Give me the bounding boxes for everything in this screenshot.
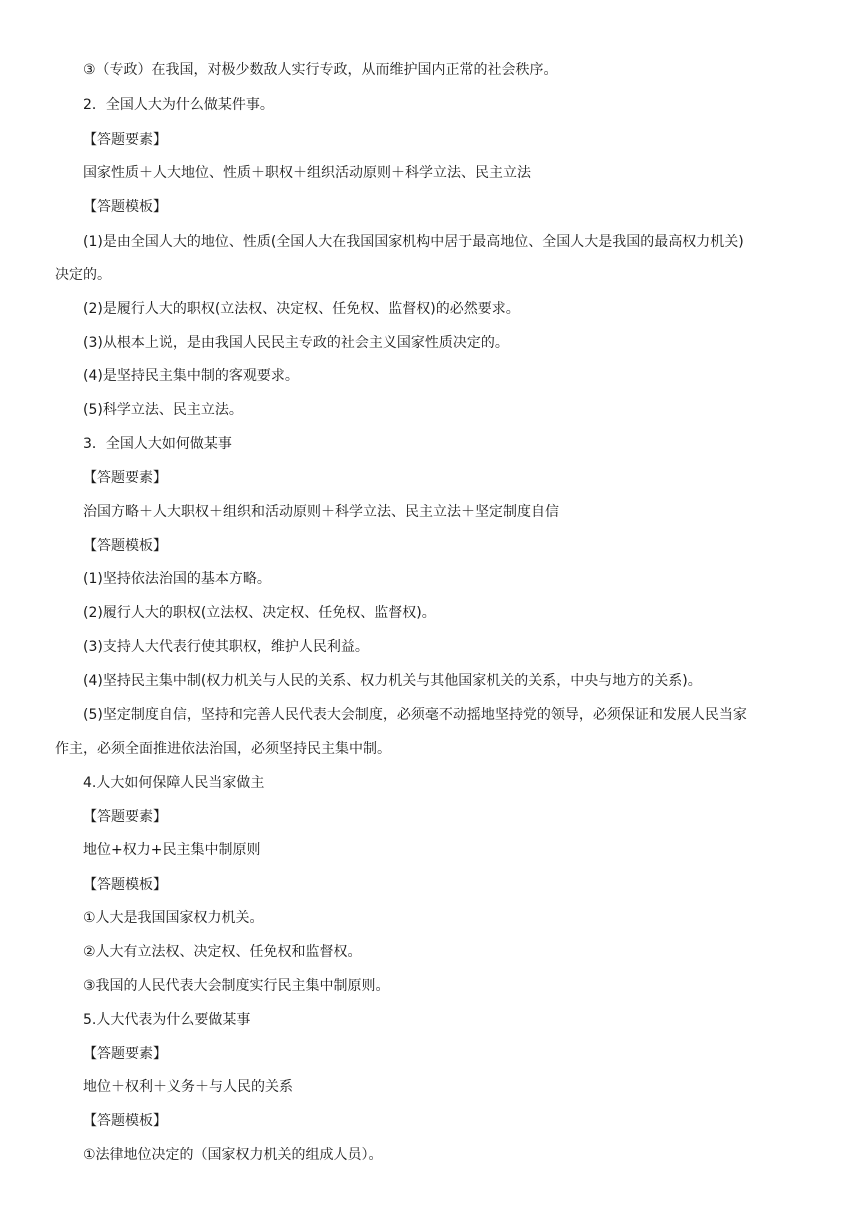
text-line: (2)履行人大的职权(立法权、决定权、任免权、监督权)。 xyxy=(83,605,436,621)
text-line: ①法律地位决定的（国家权力机关的组成人员）。 xyxy=(83,1147,383,1163)
label-elements: 【答题要素】 xyxy=(83,809,167,825)
label-template: 【答题模板】 xyxy=(83,1113,167,1129)
label-elements: 【答题要素】 xyxy=(83,132,167,148)
section-heading: 3．全国人大如何做某事 xyxy=(83,436,232,452)
text-line: 治国方略＋人大职权＋组织和活动原则＋科学立法、民主立法＋坚定制度自信 xyxy=(83,504,559,520)
text-line: ①人大是我国国家权力机关。 xyxy=(83,910,264,926)
text-line: (2)是履行人大的职权(立法权、决定权、任免权、监督权)的必然要求。 xyxy=(83,301,520,317)
text-line: (4)是坚持民主集中制的客观要求。 xyxy=(83,368,299,384)
text-line: (1)坚持依法治国的基本方略。 xyxy=(83,571,271,587)
text-line: (5)科学立法、民主立法。 xyxy=(83,402,243,418)
text-line: (4)坚持民主集中制(权力机关与人民的关系、权力机关与其他国家机关的关系，中央与地方的关系)。 xyxy=(83,673,702,689)
section-heading: 4.人大如何保障人民当家做主 xyxy=(83,775,265,791)
label-template: 【答题模板】 xyxy=(83,877,167,893)
text-line: (3)支持人大代表行使其职权，维护人民利益。 xyxy=(83,639,369,655)
text-line: 地位＋权利＋义务＋与人民的关系 xyxy=(83,1079,293,1095)
label-template: 【答题模板】 xyxy=(83,538,167,554)
text-line: ③我国的人民代表大会制度实行民主集中制原则。 xyxy=(83,978,390,994)
section-heading: 5.人大代表为什么要做某事 xyxy=(83,1012,251,1028)
text-line: ②人大有立法权、决定权、任免权和监督权。 xyxy=(83,944,362,960)
label-elements: 【答题要素】 xyxy=(83,470,167,486)
label-elements: 【答题要素】 xyxy=(83,1046,167,1062)
text-line: (5)坚定制度自信，坚持和完善人民代表大会制度，必须毫不动摇地坚持党的领导，必须保证和发展人民当家 xyxy=(83,707,747,723)
text-line: 国家性质＋人大地位、性质＋职权＋组织活动原则＋科学立法、民主立法 xyxy=(83,165,531,181)
text-line: 作主，必须全面推进依法治国，必须坚持民主集中制。 xyxy=(55,741,391,757)
text-line: (1)是由全国人大的地位、性质(全国人大在我国国家机构中居于最高地位、全国人大是我国的最高权力机关) xyxy=(83,234,744,250)
text-line: (3)从根本上说，是由我国人民民主专政的社会主义国家性质决定的。 xyxy=(83,335,509,351)
text-line: ③（专政）在我国，对极少数敌人实行专政，从而维护国内正常的社会秩序。 xyxy=(83,62,558,78)
text-line: 地位+权力+民主集中制原则 xyxy=(83,842,261,858)
text-line: 决定的。 xyxy=(55,267,111,283)
section-heading: 2．全国人大为什么做某件事。 xyxy=(83,97,274,113)
label-template: 【答题模板】 xyxy=(83,199,167,215)
